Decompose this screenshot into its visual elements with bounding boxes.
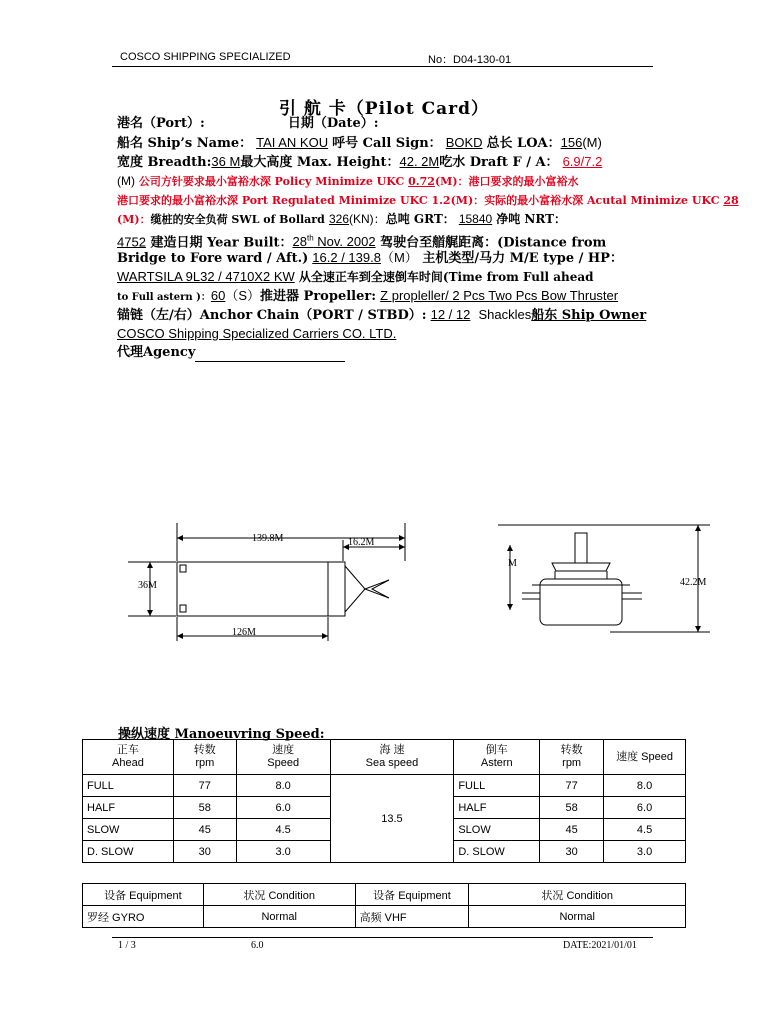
propeller-line (117, 286, 618, 307)
company-name: COSCO SHIPPING SPECIALIZED (120, 51, 291, 63)
rpm-cell: 30 (173, 841, 236, 863)
astern-cell: FULL (454, 775, 540, 797)
time-value: 60 (210, 288, 226, 303)
rpm-cell: 45 (173, 819, 236, 841)
owner-line (117, 324, 396, 344)
me-value: WARTSILA 9L32 / 4710X2 KW (117, 269, 295, 284)
policy-ukc-label: 公司方针要求最小富裕水深 Policy Minimize UKC (138, 175, 405, 188)
bridge-line (117, 248, 623, 268)
swl-unit: (KN)： (349, 212, 386, 226)
speed-table-caption: 操纵速度 Manoeuvring Speed: (118, 727, 325, 742)
max-height-value: 42. 2M (399, 154, 440, 169)
version: 6.0 (251, 940, 264, 951)
swl-value: 326 (328, 212, 350, 226)
stern-mark-top (180, 565, 186, 572)
footer-date: DATE:2021/01/01 (563, 940, 637, 951)
bridge-unit: （M） (380, 250, 418, 265)
year-built-day: 28 (292, 234, 307, 250)
anchor-value: 12 / 12 (430, 307, 471, 322)
year-built-rest: Nov. 2002 (313, 234, 376, 250)
header-sea-speed: 海 速 Sea speed (330, 740, 454, 775)
bow-tip (365, 580, 389, 598)
agency-line (117, 343, 345, 362)
page-number: 1 / 3 (118, 940, 136, 951)
owner-label: 船东 Ship Owner (531, 308, 647, 323)
port-ukc-unit: (M)： (450, 194, 485, 207)
header-speed: 速度 Speed (236, 740, 330, 775)
date-label: 日期（Date）: (287, 116, 379, 131)
speed-cell: 3.0 (236, 841, 330, 863)
grt-label: 总吨 GRT： (385, 212, 455, 226)
dim-height-label: 42.2M (680, 577, 707, 588)
ship-diagram (110, 515, 707, 655)
page-title: 引 航 卡（Pilot Card） (278, 99, 490, 119)
nrt-value: 4752 (117, 234, 146, 250)
header-ahead: 正车 Ahead (83, 740, 174, 775)
stern-mark-bottom (180, 605, 186, 612)
ship-name-value: TAI AN KOU (256, 135, 329, 150)
header-equipment: 设备 Equipment (83, 884, 204, 906)
footer-rule (112, 937, 653, 938)
actual-ukc-value: 28 (723, 194, 739, 207)
bridge-value: 16.2 / 139.8 (312, 250, 381, 265)
breadth-value: 36 M (211, 154, 241, 169)
bridge-label-2: Bridge to Fore ward / Aft.) (117, 251, 309, 266)
speed-cell: 8.0 (236, 775, 330, 797)
document-number: No：D04-130-01 (428, 54, 512, 66)
agency-value (195, 347, 345, 362)
dim-m-label: M (508, 558, 517, 569)
ahead-cell: SLOW (83, 819, 174, 841)
grt-value: 15840 (458, 212, 493, 226)
condition-cell: Normal (469, 906, 686, 928)
anchor-label: 锚链（左/右）Anchor Chain（PORT / STBD）: (117, 308, 427, 323)
agency-label: 代理Agency (117, 345, 196, 360)
policy-ukc-value: 0.72 (408, 175, 435, 188)
time-label-2: to Full astern )： (117, 292, 211, 303)
speed-astern-cell: 4.5 (604, 819, 686, 841)
dim-body-label: 126M (232, 627, 256, 638)
port-label: 港名（Port）: (117, 116, 205, 131)
ahead-cell: FULL (83, 775, 174, 797)
rpm-astern-cell: 45 (540, 819, 604, 841)
me-label: 主机类型/马力 M/E type / HP： (422, 251, 623, 266)
ship-name-label: 船名 Ship’s Name： (117, 136, 253, 151)
table-row (83, 884, 686, 906)
max-height-label: 最大高度 Max. Height： (240, 155, 400, 170)
speed-astern-cell: 6.0 (604, 797, 686, 819)
equipment-table (82, 883, 686, 928)
astern-cell: D. SLOW (454, 841, 540, 863)
breadth-line (117, 152, 612, 172)
mast (575, 533, 587, 563)
rpm-astern-cell: 77 (540, 775, 604, 797)
call-sign-label: 呼号 Call Sign： (332, 136, 442, 151)
ahead-cell: D. SLOW (83, 841, 174, 863)
header-rpm-astern: 转数 rpm (540, 740, 604, 775)
speed-astern-cell: 3.0 (604, 841, 686, 863)
astern-cell: SLOW (454, 819, 540, 841)
rpm-cell: 77 (173, 775, 236, 797)
owner-value: COSCO Shipping Specialized Carriers CO. LTD. (117, 326, 397, 341)
speed-astern-cell: 8.0 (604, 775, 686, 797)
propeller-label: 推进器 Propeller: (260, 289, 377, 304)
header-condition: 状况 Condition (203, 884, 355, 906)
year-built-label: 建造日期 Year Built： (150, 235, 293, 251)
time-unit: （S） (225, 288, 261, 303)
hull-body (177, 562, 328, 616)
table-row (83, 906, 686, 928)
me-line (117, 267, 594, 287)
anchor-unit: Shackles (478, 307, 532, 322)
port-ukc-line (117, 191, 739, 210)
policy-ukc-unit: (M)： (434, 175, 469, 188)
superstructure (552, 563, 610, 571)
header-equipment-2: 设备 Equipment (355, 884, 469, 906)
draft-label: 吃水 Draft F / A： (439, 155, 559, 170)
actual-ukc-unit: (M)： (117, 213, 151, 226)
dim-bridge-label: 16.2M (348, 537, 375, 548)
ship-name-line (117, 133, 602, 153)
header-speed-astern: 速度 Speed (604, 740, 686, 775)
header-rule (112, 66, 653, 67)
draft-value: 6.9/7.2 (562, 154, 603, 169)
bridge-block (328, 562, 345, 616)
header-condition-2: 状况 Condition (469, 884, 686, 906)
year-built-sup: th (307, 234, 314, 243)
swl-label: 缆桩的安全负荷 SWL of Bollard (150, 213, 325, 226)
dim-total-label: 139.8M (252, 533, 284, 544)
port-ukc-label: 港口要求的最小富裕水深 Port Regulated Minimize UKC 1.2 (117, 194, 451, 207)
equipment-cell: 罗经 GYRO (83, 906, 204, 928)
table-row (83, 775, 686, 797)
hull-front (540, 579, 622, 625)
swl-line (117, 210, 566, 229)
nrt-label: 净吨 NRT： (496, 212, 567, 226)
condition-cell: Normal (203, 906, 355, 928)
speed-table (82, 739, 686, 863)
ahead-cell: HALF (83, 797, 174, 819)
propeller-value: Z propleller/ 2 Pcs Two Pcs Bow Thruster (380, 288, 619, 303)
astern-cell: HALF (454, 797, 540, 819)
rpm-cell: 58 (173, 797, 236, 819)
call-sign-value: BOKD (445, 135, 483, 150)
draft-unit: (M) (117, 174, 135, 188)
anchor-line (117, 305, 646, 325)
speed-cell: 4.5 (236, 819, 330, 841)
header-rpm: 转数 rpm (173, 740, 236, 775)
equipment-cell: 高频 VHF (355, 906, 469, 928)
time-label-1: 从全速正车到全速倒车时间(Time from Full ahead (298, 270, 594, 284)
rpm-astern-cell: 58 (540, 797, 604, 819)
dim-breadth-label: 36M (138, 580, 157, 591)
loa-unit: (M) (582, 135, 602, 150)
speed-cell: 6.0 (236, 797, 330, 819)
sea-speed-cell: 13.5 (330, 775, 454, 863)
header-astern: 倒车 Astern (454, 740, 540, 775)
rpm-astern-cell: 30 (540, 841, 604, 863)
actual-ukc-label: 实际的最小富裕水深 Acutal Minimize UKC (484, 194, 720, 207)
bridge-label-1: 驾驶台至艏艉距离：(Distance from (380, 235, 607, 251)
policy-ukc-line: (M) 公司方针要求最小富裕水深 Policy Minimize UKC 0.72(M)：港口要求的最小富裕水 (117, 174, 579, 188)
breadth-label: 宽度 Breadth: (117, 155, 212, 170)
loa-label: 总长 LOA： (486, 136, 561, 151)
loa-value: 156 (560, 135, 583, 150)
port-date-line (117, 114, 447, 133)
bow-shape (345, 566, 365, 612)
